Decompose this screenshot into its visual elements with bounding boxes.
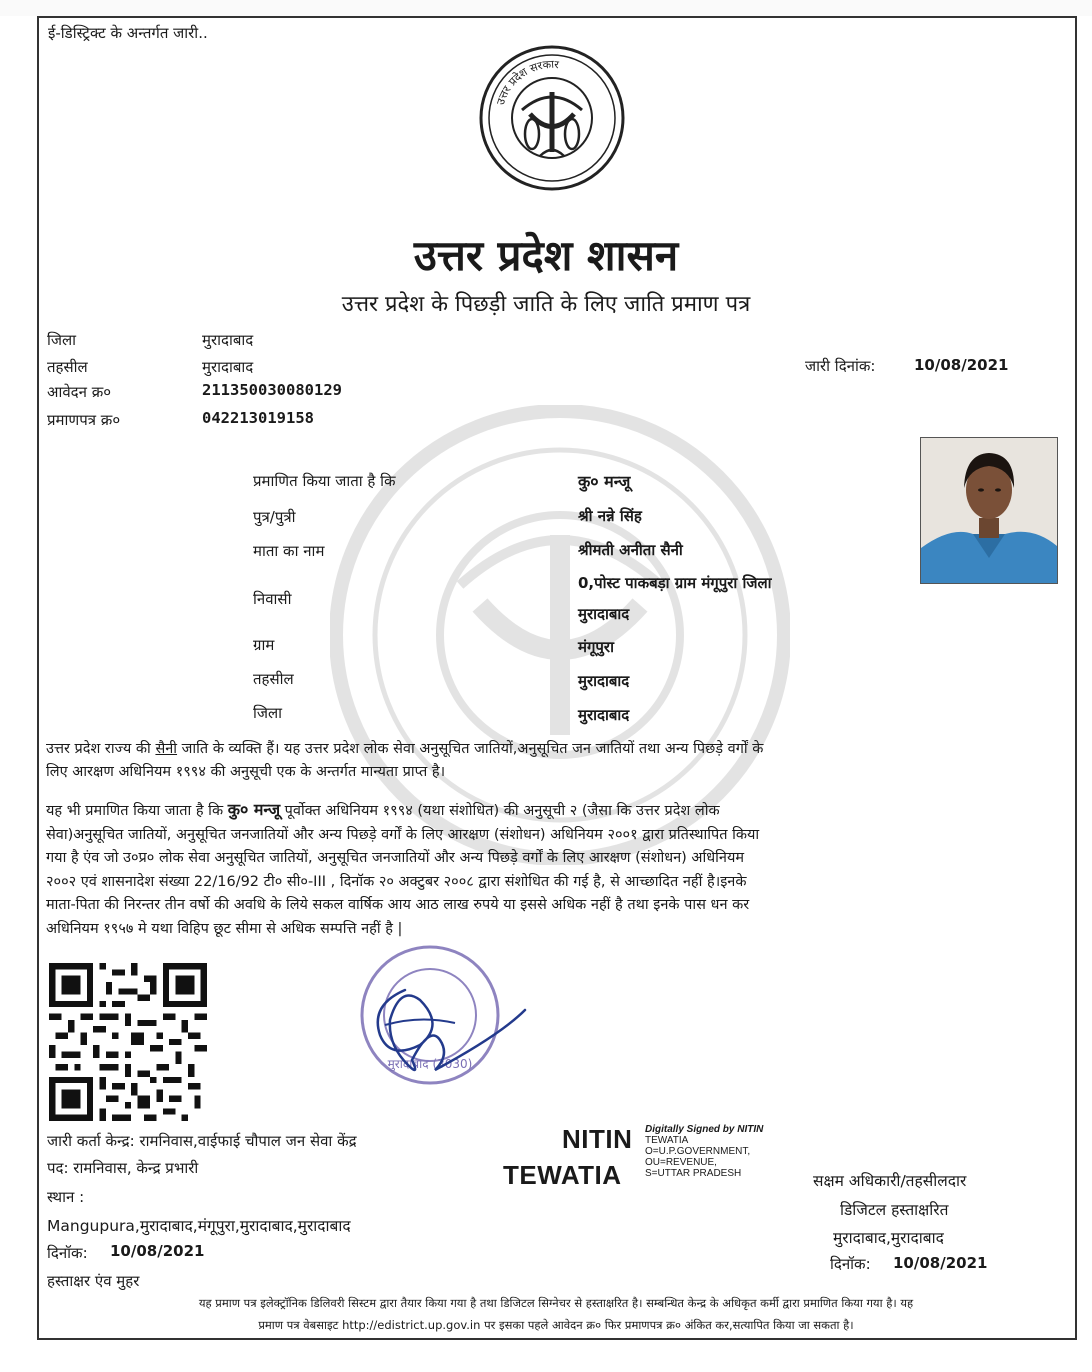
detail-district-label: जिला [253, 704, 283, 722]
application-number-value: 211350030080129 [202, 381, 342, 399]
handwritten-signature [350, 965, 530, 1085]
certificate-number-value: 042213019158 [202, 409, 314, 427]
para1-line-2: लिए आरक्षण अधिनियम १९९४ की अनुसूची एक के अन्तर्गत मान्यता प्राप्त है। [46, 764, 446, 780]
issuer-date-label: दिनॉक: [47, 1244, 88, 1262]
para1-text-start: उत्तर प्रदेश राज्य की [46, 741, 156, 757]
footer-note-line-2: प्रमाण पत्र वेबसाइट http://edistrict.up.gov.in पर इसका पहले आवेदन क्र० फिर प्रमाणपत्र क्र० अंकित कर,सत्यापित किया जा सकता है। [258, 1318, 854, 1332]
address-line-1: 0,पोस्ट पाकबड़ा ग्राम मंगूपुरा जिला [578, 574, 772, 592]
son-daughter-label: पुत्र/पुत्री [253, 508, 296, 526]
qr-code [48, 963, 208, 1121]
caste-name: सैनी [155, 741, 178, 757]
para2-text-rest: पूर्वोक्त अधिनियम १९९४ (यथा संशोधित) की अनुसूची २ (जैसा कि उत्तर प्रदेश लोक [280, 803, 720, 819]
mother-name: श्रीमती अनीता सैनी [578, 541, 683, 559]
issued-under-text: ई-डिस्ट्रिक्ट के अन्तर्गत जारी.. [48, 24, 208, 42]
village-value: मंगूपुरा [578, 638, 614, 656]
detail-tehsil-value: मुरादाबाद [578, 672, 630, 690]
para2-line-5: माता-पिता की निरन्तर तीन वर्षो की अवधि के लिये सकल वार्षिक आय आठ लाख रुपये या इससे अधिक नहीं है तथा इनके पास धन कर [46, 897, 750, 913]
village-label: ग्राम [253, 636, 275, 654]
watermark-emblem [330, 405, 790, 865]
browser-print-header [0, 0, 1092, 16]
digital-signature-line-2: TEWATIA [645, 1135, 689, 1146]
digital-signature-line-5: S=UTTAR PRADESH [645, 1168, 742, 1179]
authority-place: मुरादाबाद,मुरादाबाद [833, 1229, 944, 1247]
tehsil-value: मुरादाबाद [202, 358, 254, 376]
tehsil-label: तहसील [47, 358, 88, 376]
detail-district-value: मुरादाबाद [578, 706, 630, 724]
digital-signature-line-3: O=U.P.GOVERNMENT, [645, 1146, 751, 1157]
place-value: Mangupura,मुरादाबाद,मंगूपुरा,मुरादाबाद,मुरादाबाद [47, 1217, 351, 1235]
caste-statement [46, 738, 1064, 784]
resident-label: निवासी [253, 590, 292, 608]
certificate-number-label: प्रमाणपत्र क्र० [47, 411, 121, 429]
para1-text-rest: जाति के व्यक्ति हैं। यह उत्तर प्रदेश लोक सेवा अनुसूचित जातियों,अनुसूचित जन जातियों तथा अन्य पिछड़े वर्गों के [177, 741, 764, 757]
certified-label: प्रमाणित किया जाता है कि [253, 472, 396, 490]
issue-date-label: जारी दिनांक: [805, 357, 876, 375]
para2-line-6: अधिनियम १९५७ मे यथा विहिप छूट सीमा से अधिक सम्पत्ति नहीं है | [46, 920, 403, 937]
issuer-post: पद: रामनिवास, केन्द्र प्रभारी [47, 1159, 199, 1177]
footer-note-line-1: यह प्रमाण पत्र इलेक्ट्रॉनिक डिलिवरी सिस्टम द्वारा तैयार किया गया है तथा डिजिटल सिग्नेचर से हस्ताक्षरित है। सम्बन्धित केन्द्र के अधिकृत कर्मी द्वारा प्रमाणित किया गया है। यह [198, 1296, 914, 1310]
up-emblem-logo [478, 44, 626, 192]
certificate-title: उत्तर प्रदेश शासन [413, 231, 679, 280]
para2-text-start: यह भी प्रमाणित किया जाता है कि [46, 803, 228, 819]
issuing-centre: जारी कर्ता केन्द्र: रामनिवास,वाईफाई चौपाल जन सेवा केंद्र [47, 1132, 357, 1150]
certificate-subtitle: उत्तर प्रदेश के पिछड़ी जाति के लिए जाति प्रमाण पत्र [341, 292, 751, 317]
detail-tehsil-label: तहसील [253, 670, 294, 688]
authority-digitally-signed: डिजिटल हस्ताक्षरित [840, 1201, 949, 1219]
digital-signature-line-1: Digitally Signed by NITIN [645, 1124, 764, 1135]
district-label: जिला [47, 331, 77, 349]
authority-date-label: दिनॉक: [830, 1255, 871, 1273]
application-number-label: आवेदन क्र० [47, 383, 112, 401]
para2-applicant-name: कु० मन्जू [227, 800, 281, 819]
applicant-photo [920, 437, 1058, 584]
stamp-text: मुरादाबाद (3030) [387, 1057, 473, 1071]
para2-line-3: गया है एंव जो उ०प्र० लोक सेवा अनुसूचित जातियों, अनुसूचित जनजातियों और अन्य पिछड़े वर्गों के लिए आरक्षण (संशोधन) अधिनियम [46, 850, 745, 866]
digital-signature-line-4: OU=REVENUE, [645, 1157, 717, 1168]
signer-first-name: NITIN [562, 1124, 633, 1154]
mother-label: माता का नाम [253, 542, 325, 560]
authority-title: सक्षम अधिकारी/तहसीलदार [813, 1172, 967, 1190]
income-statement [46, 798, 1064, 941]
para2-line-4: २००२ एवं शासनादेश संख्या 22/16/92 टी० सी०-III , दिनॉक २० अक्टुबर २००८ द्वारा संशोधित की गई है, से आच्छादित नहीं है।इनके [46, 873, 747, 890]
father-name: श्री नन्ने सिंह [578, 507, 642, 525]
applicant-name: कु० मन्जू [578, 472, 631, 491]
digital-signature-details [645, 1124, 763, 1179]
address-line-2: मुरादाबाद [578, 605, 630, 623]
issuer-date-value: 10/08/2021 [110, 1242, 205, 1260]
signer-last-name: TEWATIA [503, 1160, 622, 1190]
place-label: स्थान : [47, 1188, 85, 1206]
district-value: मुरादाबाद [202, 331, 254, 349]
para2-line-2: सेवा)अनुसूचित जातियों, अनुसूचित जनजातियों और अन्य पिछड़े वर्गों के लिए आरक्षण (संशोधन) अधिनियम २००१ द्वारा प्रतिस्थापित किया [46, 826, 760, 843]
authority-date-value: 10/08/2021 [893, 1254, 988, 1272]
issue-date-value: 10/08/2021 [914, 356, 1009, 374]
signature-seal-label: हस्ताक्षर एंव मुहर [47, 1272, 140, 1290]
emblem-text: उत्तर प्रदेश सरकार [493, 57, 560, 107]
